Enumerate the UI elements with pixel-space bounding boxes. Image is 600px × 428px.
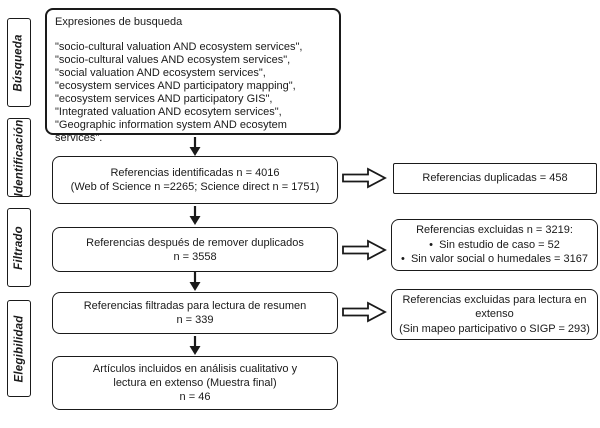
search-expression-line: "socio-cultural valuation AND ecosystem services",	[55, 41, 303, 53]
stage-label-identificacion	[7, 118, 31, 197]
flow-box-line: n = 46	[179, 391, 211, 403]
down-arrow-icon	[188, 336, 202, 355]
flow-box-line: Referencias después de remover duplicados	[86, 236, 304, 249]
exclusion-box-heading: Referencias excluidas n = 3219:	[416, 224, 573, 237]
flow-box-final-sample	[52, 356, 338, 410]
stage-label-text: Filtrado	[13, 225, 26, 270]
exclusion-bullet: • Sin estudio de caso = 52	[429, 238, 560, 253]
exclusion-box-fulltext	[391, 289, 598, 340]
search-expression-line: "ecosystem services AND participatory GIS",	[55, 93, 273, 105]
stage-label-busqueda	[7, 18, 31, 107]
search-box-title: Expresiones de busqueda	[55, 16, 183, 28]
flow-box-line: (Web of Science n =2265; Science direct n = 1751)	[70, 181, 320, 193]
flow-box-identified	[52, 156, 338, 204]
stage-label-text: Elegibilidad	[13, 315, 25, 382]
down-arrow-icon	[188, 206, 202, 225]
flow-box-line: n = 339	[176, 314, 214, 326]
flow-box-line: n = 3558	[173, 250, 217, 263]
right-block-arrow-icon	[342, 301, 387, 323]
search-expressions-box	[45, 8, 341, 144]
exclusion-box-line: (Sin mapeo participativo o SIGP = 293)	[399, 322, 590, 335]
stage-label-text: Búsqueda	[13, 33, 26, 92]
exclusion-box-line: Referencias excluidas para lectura en extenso	[402, 293, 587, 321]
search-expression-line: "socio-cultural values AND ecosystem services",	[55, 54, 291, 66]
flow-box-abstract-screened	[52, 292, 338, 334]
flow-box-line: Referencias identificadas n = 4016	[110, 167, 280, 179]
exclusion-bullet: • Sin valor social o humedales = 3167	[401, 252, 588, 267]
stage-label-filtrado	[7, 208, 31, 287]
exclusion-box-screening	[391, 219, 598, 271]
down-arrow-icon	[188, 137, 202, 156]
search-expression-line: "ecosystem services AND participatory mapping",	[55, 80, 296, 92]
exclusion-box-duplicates	[393, 163, 597, 194]
right-block-arrow-icon	[342, 239, 387, 261]
stage-label-text: Identificación	[13, 119, 26, 196]
search-expression-line: "social valuation AND ecosystem services",	[55, 67, 266, 79]
search-expression-line: "Geographic information system AND ecosytem services".	[55, 119, 287, 144]
flow-box-after-duplicates	[52, 227, 338, 272]
flow-box-line: Referencias filtradas para lectura de resumen	[83, 300, 307, 312]
flow-box-line: lectura en extenso (Muestra final)	[113, 377, 277, 389]
search-expression-line: "Integrated valuation AND ecosytem services",	[55, 106, 282, 118]
stage-label-elegibilidad	[7, 300, 31, 397]
right-block-arrow-icon	[342, 167, 387, 189]
exclusion-box-line: Referencias duplicadas = 458	[422, 172, 568, 185]
down-arrow-icon	[188, 272, 202, 291]
flow-box-line: Artículos incluidos en análisis cualitativo y	[92, 363, 298, 375]
